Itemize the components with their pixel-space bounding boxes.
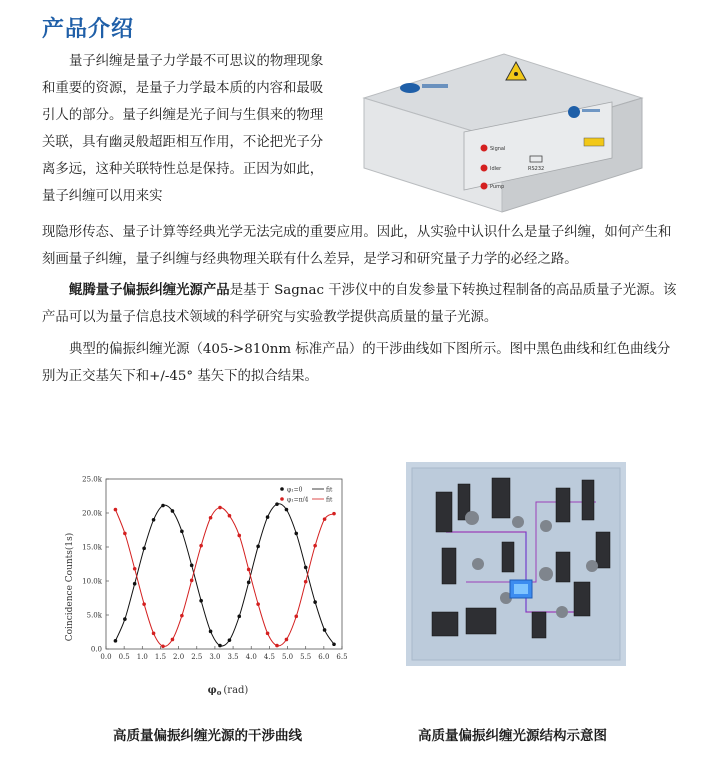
data-point-series-1 [199,599,203,603]
data-point-series-2 [123,532,127,536]
product-device-image [352,40,652,220]
fit-curve-series-2 [115,508,334,647]
chart-y-axis-label: Coincidence Counts(1s) [65,532,75,642]
data-point-series-1 [142,547,146,551]
chart-x-tick-label: 6.0 [318,653,330,661]
chart-x-tick-label: 1.0 [136,653,148,661]
data-point-series-2 [237,534,241,538]
data-point-series-1 [285,508,289,512]
chart-data-points [114,502,336,648]
rs232-label: RS232 [528,166,545,172]
signal-port-label: Signal [490,146,506,152]
intro-paragraph-part1: 量子纠缠是量子力学最不可思议的物理现象和重要的资源，是量子力学最本质的内容和最吸引人的部分。量子纠缠是光子间与生俱来的物理关联，具有幽灵般超距相互作用，不论把光子分离多远，这种关联特性总是保持。正因为如此，量子纠缠可以用来实 [42,54,324,204]
pump-port-icon [481,183,488,190]
chart-x-tick-label: 2.0 [173,653,185,661]
chart-y-tick-label: 5.0k [86,611,102,620]
legend-fit-label-series-1: fit [326,486,333,494]
data-point-series-2 [218,506,222,510]
chart-x-tick-label: 0.5 [118,653,130,661]
chart-x-tick-label: 4.0 [245,653,257,661]
data-point-series-1 [237,615,241,619]
chart-y-tick-label: 15.0k [82,543,102,552]
data-point-series-2 [209,516,213,520]
data-point-series-2 [114,508,118,512]
brand-logo [400,83,420,93]
data-point-series-2 [228,514,232,518]
chart-x-tick-label: 6.5 [336,653,348,661]
data-point-series-1 [161,504,165,508]
data-point-series-1 [152,518,156,522]
interference-chart [60,465,360,697]
curve-paragraph: 典型的偏振纠缠光源（405->810nm 标准产品）的干涉曲线如下图所示。图中黑色曲线和红色曲线分别为正交基矢下和+/-45° 基矢下的拟合结果。 [42,342,671,384]
chart-y-tick-label: 20.0k [82,509,102,518]
data-point-series-1 [266,515,270,519]
legend-marker-series-1 [280,487,284,491]
chart-x-tick-label: 5.5 [300,653,312,661]
data-point-series-2 [294,615,298,619]
chart-y-tick-label: 0.0 [90,645,102,654]
chart-x-tick-label: 3.5 [227,653,239,661]
chart-x-tick-label: 4.5 [263,653,275,661]
chart-legend [280,487,333,504]
data-point-series-2 [161,644,165,648]
page-title: 产品介绍 [42,17,135,42]
fit-curve-series-1 [115,504,334,646]
legend-marker-series-2 [280,497,284,501]
signal-port-icon [481,145,488,152]
data-point-series-1 [190,564,194,568]
structure-diagram-image [406,462,626,666]
chart-x-tick-label: 2.5 [191,653,203,661]
data-point-series-2 [190,579,194,583]
pump-port-label: Pump [490,184,505,190]
data-point-series-2 [266,632,270,636]
data-point-series-2 [142,602,146,606]
data-point-series-1 [294,532,298,536]
data-point-series-1 [218,644,222,648]
data-point-series-1 [114,639,118,643]
chart-fit-curves [115,504,334,647]
idler-port-icon [481,165,488,172]
idler-port-label: Idler [490,166,502,172]
data-point-series-1 [304,566,308,570]
data-point-series-2 [285,638,289,642]
data-point-series-1 [209,630,213,634]
data-point-series-2 [133,567,137,571]
data-point-series-1 [171,509,175,513]
legend-name-series-1: φ₁=0 [287,486,303,494]
diagram-caption: 高质量偏振纠缠光源结构示意图 [418,728,607,744]
product-paragraph [42,277,682,331]
chart-x-tick-label: 0.0 [100,653,112,661]
data-point-series-1 [133,582,137,586]
data-point-series-2 [332,512,336,516]
data-point-series-1 [247,581,251,585]
legend-name-series-2: φ₁=π/4 [287,496,309,504]
data-point-series-1 [256,545,260,549]
data-point-series-2 [152,632,156,636]
chart-x-axis-label: $\varphi_o$ (rad) [207,685,249,697]
legend-fit-label-series-2: fit [326,496,333,504]
data-point-series-1 [275,502,279,506]
data-point-series-2 [180,614,184,618]
chart-y-tick-label: 25.0k [82,475,102,484]
chart-y-tick-label: 10.0k [82,577,102,586]
product-description: 是基于 Sagnac 干涉仪中的自发参量下转换过程制备的高品质量子光源。该产品可以为量子信息技术领域的科学研究与实验教学提供高质量的量子光源。 [42,283,677,325]
chart-x-tick-label: 5.0 [281,653,294,661]
data-point-series-1 [332,642,336,646]
data-point-series-2 [199,544,203,548]
data-point-series-1 [228,638,232,642]
intro-paragraph-part2: 现隐形传态、量子计算等经典光学无法完成的重要应用。因此，从实验中认识什么是量子纠缠，如何产生和刻画量子纠缠，量子纠缠与经典物理关联有什么差异，是学习和研究量子力学的必经之路。 [42,225,672,267]
data-point-series-2 [313,544,317,548]
data-point-series-1 [323,628,327,632]
data-point-series-2 [304,580,308,584]
data-point-series-2 [256,602,260,606]
chart-caption: 高质量偏振纠缠光源的干涉曲线 [113,728,302,744]
product-name: 鲲腾量子偏振纠缠光源产品 [69,282,230,298]
chart-x-tick-label: 3.0 [209,653,221,661]
data-point-series-1 [123,617,127,621]
chart-x-tick-label: 1.5 [154,653,167,661]
warning-label [584,138,604,146]
chart-plot-frame [106,479,342,649]
data-point-series-1 [180,530,184,534]
data-point-series-2 [247,568,251,572]
data-point-series-1 [313,600,317,604]
data-point-series-2 [171,638,175,642]
data-point-series-2 [323,517,327,521]
data-point-series-2 [275,644,279,648]
